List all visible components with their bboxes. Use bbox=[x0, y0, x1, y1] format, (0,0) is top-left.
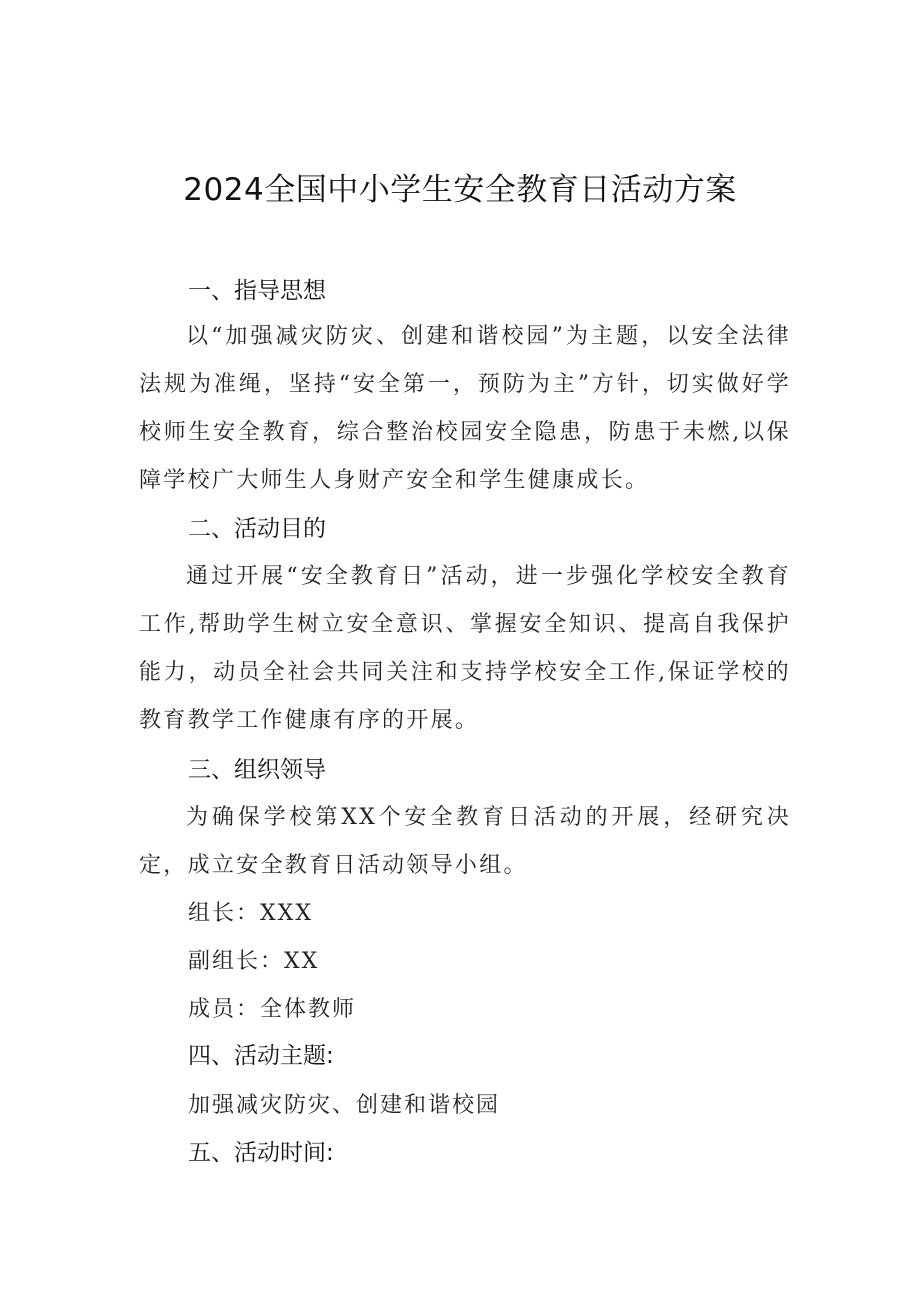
section-body-organization: 为确保学校第XX个安全教育日活动的开展，经研究决定，成立安全教育日活动领导小组。 bbox=[139, 805, 791, 878]
section-heading-guiding-ideology: 一、指导思想 bbox=[188, 278, 326, 304]
section-body-activity-theme: 加强减灾防灾、创建和谐校园 bbox=[188, 1093, 501, 1118]
members-line: 成员：全体教师 bbox=[188, 997, 357, 1022]
section-heading-activity-time: 五、活动时间: bbox=[188, 1140, 334, 1166]
section-body-activity-purpose: 通过开展“安全教育日”活动，进一步强化学校安全教育工作,帮助学生树立安全意识、掌握安全知识、提高自我保护能力，动员全社会共同关注和支持学校安全工作,保证学校的教育教学工作健康有序的开展。 bbox=[139, 564, 791, 733]
group-leader-line: 组长：XXX bbox=[188, 901, 313, 926]
section-heading-activity-theme: 四、活动主题: bbox=[188, 1043, 334, 1069]
deputy-leader-line: 副组长：XX bbox=[188, 949, 320, 974]
section-body-guiding-ideology: 以“加强减灾防灾、创建和谐校园”为主题，以安全法律法规为准绳，坚持“安全第一，预防为主”方针，切实做好学校师生安全教育，综合整治校园安全隐患，防患于未燃,以保障学校广大师生人身财产安全和学生健康成长。 bbox=[139, 324, 791, 493]
section-heading-organization: 三、组织领导 bbox=[188, 757, 326, 783]
section-heading-activity-purpose: 二、活动目的 bbox=[188, 516, 326, 542]
document-title: 2024全国中小学生安全教育日活动方案 bbox=[183, 172, 737, 208]
